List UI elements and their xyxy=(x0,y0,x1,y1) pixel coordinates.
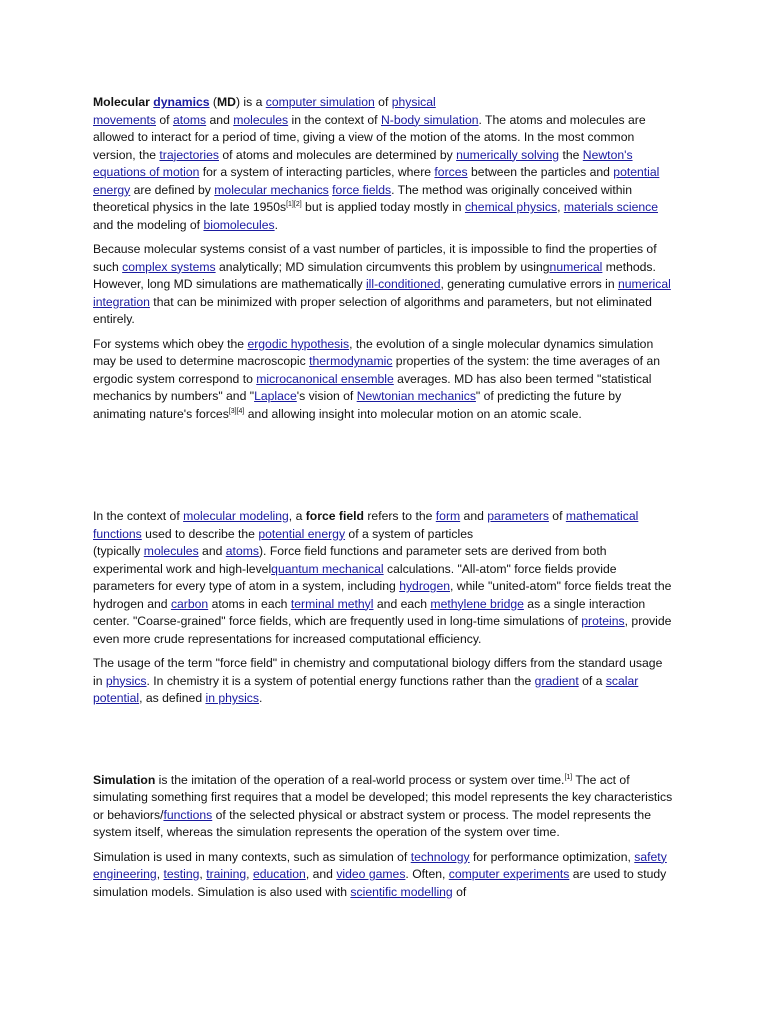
text-run: , a xyxy=(288,509,306,523)
text-run: . xyxy=(274,217,278,232)
section-gap xyxy=(93,715,673,772)
hyperlink[interactable]: thermodynamic xyxy=(309,354,393,368)
hyperlink[interactable]: carbon xyxy=(170,596,209,611)
hyperlink[interactable]: training xyxy=(206,867,247,881)
hyperlink[interactable]: N-body simulation xyxy=(380,112,479,127)
text-run: the xyxy=(559,147,583,162)
hyperlink[interactable]: education xyxy=(252,867,306,881)
text-run: that can be minimized with proper selection of algorithms and parameters, but not eliminated entirely. xyxy=(93,294,652,326)
text-run: and xyxy=(206,112,234,127)
text-run: of xyxy=(156,112,173,127)
text-run: (typically xyxy=(93,544,144,558)
hyperlink[interactable]: molecular mechanics xyxy=(214,182,329,197)
hyperlink[interactable]: numerically solving xyxy=(456,147,560,162)
text-run: The usage of the term "force field" in chemistry and computational biology differs from the standard usage in xyxy=(93,656,663,688)
text-run: , generating cumulative errors in xyxy=(440,277,618,291)
text-run: Because molecular systems consist of a vast number of particles, it is impossible to find the properties of such xyxy=(93,242,657,274)
hyperlink[interactable]: hydrogen xyxy=(399,579,451,593)
text-run: Molecular xyxy=(93,95,154,109)
text-run: properties of the system: the time averages of an ergodic system correspond to xyxy=(93,354,661,386)
hyperlink[interactable]: mathematical functions xyxy=(93,509,639,541)
hyperlink[interactable]: testing xyxy=(163,867,200,881)
hyperlink[interactable]: parameters xyxy=(487,509,549,523)
ff-paragraph-1 xyxy=(93,508,673,648)
text-run: force field xyxy=(305,509,364,523)
section-gap xyxy=(93,430,673,508)
text-run: averages. MD has also been termed "statistical mechanics by numbers" and " xyxy=(93,371,652,403)
text-run: , as defined xyxy=(139,691,206,705)
hyperlink[interactable]: safety engineering xyxy=(93,849,667,881)
hyperlink[interactable]: numerical integration xyxy=(93,277,671,309)
md-paragraph-3 xyxy=(93,336,673,424)
text-run: and xyxy=(198,544,226,558)
text-run: Simulation xyxy=(93,772,156,787)
text-run: 's vision of xyxy=(296,389,357,403)
text-run: is the imitation of the operation of a real-world process or system over time. xyxy=(155,772,565,787)
text-run: atoms in each xyxy=(208,596,291,611)
hyperlink[interactable]: methylene bridge xyxy=(430,596,524,611)
hyperlink[interactable]: chemical physics xyxy=(464,200,558,214)
ff-paragraph-2 xyxy=(93,655,673,708)
text-run: and each xyxy=(373,596,431,611)
text-run: of xyxy=(452,884,467,899)
hyperlink[interactable]: terminal methyl xyxy=(290,596,374,611)
hyperlink[interactable]: in physics xyxy=(205,691,259,705)
hyperlink[interactable]: technology xyxy=(410,849,470,864)
text-run: are used to study simulation models. Simulation is also used with xyxy=(93,867,667,899)
text-run: of xyxy=(548,509,566,523)
text-run: . xyxy=(259,691,263,705)
text-run: , and xyxy=(305,867,337,881)
text-run: and allowing insight into molecular motion on an atomic scale. xyxy=(244,406,582,421)
md-paragraph-1 xyxy=(93,94,673,234)
text-run: . The atoms and molecules are allowed to interact for a period of time, giving a view of the motion of the atoms. In the most common version, the xyxy=(93,112,646,162)
text-run: used to describe the xyxy=(141,526,259,541)
text-run: and xyxy=(460,509,488,523)
text-run: The act of simulating something first requires that a model be developed; this model represents the key characteristics or behaviors/ xyxy=(93,772,673,822)
hyperlink[interactable]: computer simulation xyxy=(265,95,375,109)
text-run: In the context of xyxy=(93,509,184,523)
text-run: of atoms and molecules are determined by xyxy=(219,147,457,162)
hyperlink[interactable]: ill-conditioned xyxy=(365,277,441,291)
hyperlink[interactable]: force fields xyxy=(332,182,392,197)
hyperlink[interactable]: molecules xyxy=(233,112,289,127)
text-run: calculations. "All-atom" force fields provide parameters for every type of atom in a system, including xyxy=(93,561,617,593)
text-run: but is applied today mostly in xyxy=(301,200,465,214)
sim-paragraph-2 xyxy=(93,849,673,902)
hyperlink[interactable]: video games xyxy=(336,867,406,881)
hyperlink[interactable]: scientific modelling xyxy=(350,884,453,899)
text-run: ). Force field functions and parameter sets are derived from both experimental work and high-level xyxy=(93,544,607,576)
hyperlink[interactable]: functions xyxy=(163,807,213,822)
hyperlink[interactable]: microcanonical ensemble xyxy=(256,371,394,386)
text-run: , provide even more crude representations for increased computational efficiency. xyxy=(93,614,672,646)
hyperlink[interactable]: quantum mechanical xyxy=(271,561,384,576)
text-run: in the context of xyxy=(288,112,381,127)
hyperlink[interactable]: Newtonian mechanics xyxy=(356,389,476,403)
hyperlink[interactable]: proteins xyxy=(581,614,625,628)
hyperlink[interactable]: Laplace xyxy=(254,389,297,403)
text-run: , xyxy=(199,867,207,881)
hyperlink[interactable]: physical xyxy=(391,95,436,109)
text-run: " of predicting the future by animating nature's forces xyxy=(93,389,622,421)
text-run: ( xyxy=(209,95,217,109)
hyperlink[interactable]: ergodic hypothesis xyxy=(247,336,350,351)
text-run: analytically; MD simulation circumvents this problem by using xyxy=(215,259,550,274)
text-run: for a system of interacting particles, where xyxy=(199,165,435,179)
text-run: of a system of particles xyxy=(345,526,474,541)
hyperlink[interactable]: molecules xyxy=(143,544,199,558)
hyperlink[interactable]: movements xyxy=(93,112,156,127)
hyperlink[interactable]: complex systems xyxy=(122,259,216,274)
text-run: ) is a xyxy=(235,95,266,109)
hyperlink[interactable]: biomolecules xyxy=(203,217,275,232)
hyperlink[interactable]: scalar potential xyxy=(93,673,639,705)
hyperlink[interactable]: atoms xyxy=(172,112,207,127)
hyperlink[interactable]: potential energy xyxy=(258,526,346,541)
hyperlink[interactable]: forces xyxy=(434,165,468,179)
text-run: , xyxy=(246,867,253,881)
hyperlink[interactable]: computer experiments xyxy=(448,867,570,881)
text-run: . The method was originally conceived within theoretical physics in the late 1950s xyxy=(93,182,633,214)
hyperlink[interactable]: atoms xyxy=(225,544,259,558)
text-run: refers to the xyxy=(363,509,436,523)
text-run: For systems which obey the xyxy=(93,336,248,351)
text-run: . In chemistry it is a system of potential energy functions rather than the xyxy=(146,673,535,688)
hyperlink[interactable]: dynamics xyxy=(153,95,210,109)
text-run: , xyxy=(156,867,164,881)
citation-ref[interactable]: [1][2] xyxy=(286,201,302,208)
hyperlink[interactable]: materials science xyxy=(563,200,658,214)
md-paragraph-2 xyxy=(93,241,673,329)
hyperlink[interactable]: trajectories xyxy=(159,147,219,162)
hyperlink[interactable]: gradient xyxy=(534,673,579,688)
text-run: as a single interaction center. "Coarse-grained" force fields, which are frequently used in long-time simulations of xyxy=(93,596,646,628)
hyperlink[interactable]: potential energy xyxy=(93,165,660,197)
citation-ref[interactable]: [3][4] xyxy=(228,407,245,415)
text-run: of a xyxy=(578,673,606,688)
sim-paragraph-1 xyxy=(93,772,673,842)
text-run: . Often, xyxy=(405,867,449,881)
citation-ref[interactable]: [1] xyxy=(564,773,573,781)
text-run: methods. However, long MD simulations are mathematically xyxy=(93,259,656,291)
text-run: for performance optimization, xyxy=(469,849,635,864)
text-run: , xyxy=(557,200,564,214)
document-page xyxy=(93,94,673,908)
text-run: and the modeling of xyxy=(93,217,204,232)
text-run: are defined by xyxy=(130,182,215,197)
text-run: of xyxy=(374,95,392,109)
text-run: MD xyxy=(216,95,236,109)
hyperlink[interactable]: numerical xyxy=(549,259,603,274)
text-run: Simulation is used in many contexts, such as simulation of xyxy=(93,849,411,864)
text-run: , the evolution of a single molecular dynamics simulation may be used to determine macroscopic xyxy=(93,336,654,368)
hyperlink[interactable]: molecular modeling xyxy=(183,509,289,523)
hyperlink[interactable]: form xyxy=(435,509,461,523)
text-run: , while "united-atom" force fields treat the hydrogen and xyxy=(93,579,672,611)
text-run: of the selected physical or abstract system or process. The model represents the system itself, whereas the simulation represents the operation of the system over time. xyxy=(93,807,651,839)
hyperlink[interactable]: Newton's equations of motion xyxy=(93,147,633,179)
hyperlink[interactable]: physics xyxy=(105,673,147,688)
text-run: between the particles and xyxy=(467,165,614,179)
